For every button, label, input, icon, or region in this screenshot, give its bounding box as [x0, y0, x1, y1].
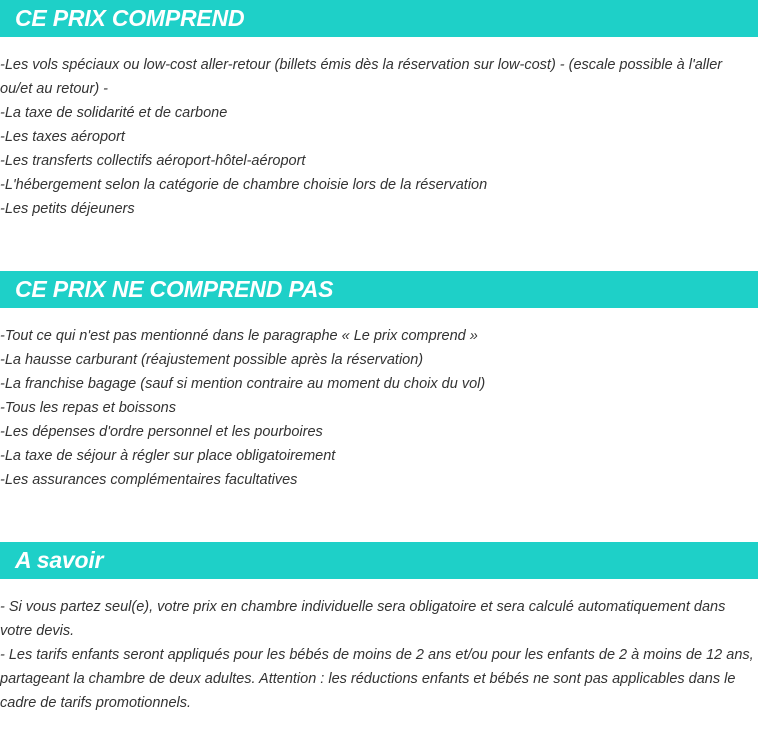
section-body: [0, 53, 758, 221]
section-price-excludes: [0, 271, 758, 492]
list-item: -La taxe de solidarité et de carbone: [0, 105, 228, 121]
section-title: CE PRIX COMPREND: [15, 5, 245, 31]
list-item: -Les taxes aéroport: [0, 129, 125, 145]
list-item: -Les vols spéciaux ou low-cost aller-retour (billets émis dès la réservation sur low-cost) - (escale possible à l'aller ou/et au retour) -: [0, 57, 723, 97]
list-item: - Les tarifs enfants seront appliqués pour les bébés de moins de 2 ans et/ou pour les enfants de 2 à moins de 12 ans, partageant la chambre de deux adultes. Attention : les réductions enfants et bébés ne sont pas applicables dans le cadre de tarifs promotionnels.: [0, 647, 754, 711]
section-body: [0, 595, 758, 715]
section-header: [0, 271, 758, 308]
section-body: [0, 324, 758, 492]
list-item: -Tout ce qui n'est pas mentionné dans le paragraphe « Le prix comprend »: [0, 328, 478, 344]
list-item: -Les transferts collectifs aéroport-hôtel-aéroport: [0, 153, 306, 169]
section-price-includes: [0, 0, 758, 221]
list-item: - Si vous partez seul(e), votre prix en chambre individuelle sera obligatoire et sera calculé automatiquement dans votre devis.: [0, 599, 726, 639]
section-header: [0, 0, 758, 37]
section-title: CE PRIX NE COMPREND PAS: [15, 276, 334, 302]
list-item: -Tous les repas et boissons: [0, 400, 176, 416]
list-item: -La franchise bagage (sauf si mention contraire au moment du choix du vol): [0, 376, 486, 392]
section-title: A savoir: [15, 547, 104, 573]
list-item: -La taxe de séjour à régler sur place obligatoirement: [0, 448, 336, 464]
list-item: -L'hébergement selon la catégorie de chambre choisie lors de la réservation: [0, 177, 488, 193]
list-item: -Les assurances complémentaires facultatives: [0, 472, 298, 488]
list-item: -Les dépenses d'ordre personnel et les pourboires: [0, 424, 323, 440]
list-item: -La hausse carburant (réajustement possible après la réservation): [0, 352, 424, 368]
section-header: [0, 542, 758, 579]
section-good-to-know: [0, 542, 758, 715]
list-item: -Les petits déjeuners: [0, 201, 135, 217]
